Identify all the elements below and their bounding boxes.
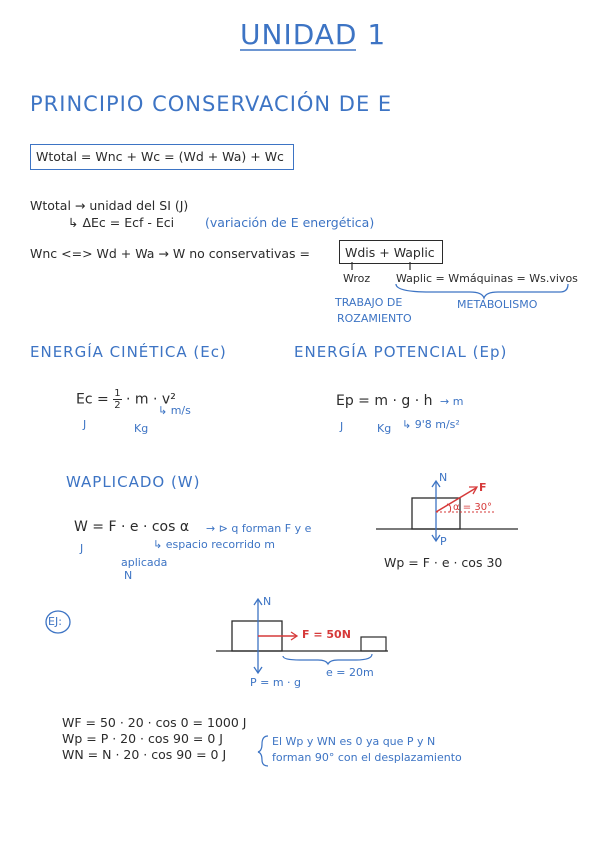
potential-unit-j: J bbox=[340, 420, 344, 433]
example-diagram-e: e = 20m bbox=[326, 666, 374, 679]
example-diagram-n: N bbox=[263, 595, 272, 608]
example-distance-brace bbox=[283, 654, 372, 664]
kinetic-unit-kg: Kg bbox=[134, 422, 149, 435]
potential-formula: Ep = m · g · h bbox=[336, 393, 433, 409]
applied-formula: W = F · e · cos α bbox=[74, 519, 190, 535]
trabajo-rozamiento-line1: TRABAJO DE bbox=[335, 296, 403, 309]
kinetic-rhs: · m · v² bbox=[126, 391, 176, 408]
applied-f-note: aplicada bbox=[121, 556, 168, 569]
applied-diagram-f: F bbox=[479, 481, 487, 494]
potential-unit-kg: Kg bbox=[377, 422, 392, 435]
kinetic-unit-v: ↳ m/s bbox=[158, 404, 191, 417]
potential-heading: ENERGÍA POTENCIAL (Ep) bbox=[294, 343, 508, 361]
kinetic-frac-den: 2 bbox=[114, 400, 121, 411]
wroz-label: Wroz bbox=[343, 272, 371, 285]
applied-heading: WAPLICADO (W) bbox=[66, 473, 201, 491]
applied-e-note: ↳ espacio recorrido m bbox=[153, 538, 275, 551]
applied-wp-formula: Wp = F · e · cos 30 bbox=[384, 555, 503, 570]
section-heading-conservacion: PRINCIPIO CONSERVACIÓN DE E bbox=[30, 92, 393, 116]
wtotal-units-line: Wtotal → unidad del SI (J) bbox=[30, 198, 189, 213]
kinetic-unit-j: J bbox=[83, 418, 87, 431]
kinetic-heading: ENERGÍA CINÉTICA (Ec) bbox=[30, 343, 227, 361]
applied-unit-j: J bbox=[80, 542, 84, 555]
applied-diagram bbox=[376, 481, 518, 541]
applied-alpha-note: → ⊳ q forman F y e bbox=[206, 522, 312, 535]
waplic-equation: Waplic = Wmáquinas = Ws.vivos bbox=[396, 272, 578, 285]
example-line-wf: WF = 50 · 20 · cos 0 = 1000 J bbox=[62, 715, 247, 730]
trabajo-rozamiento-line2: ROZAMIENTO bbox=[337, 312, 412, 325]
kinetic-frac-num: 1 bbox=[114, 388, 121, 399]
example-label: EJ: bbox=[48, 615, 62, 628]
applied-diagram-angle: α = 30° bbox=[453, 502, 493, 513]
boxed-formula: Wtotal = Wnc + Wc = (Wd + Wa) + Wc bbox=[36, 149, 284, 164]
wnc-box-text: Wdis + Waplic bbox=[345, 245, 435, 260]
delta-ec-note: (variación de E energética) bbox=[205, 215, 375, 230]
example-block-moved bbox=[361, 637, 386, 651]
metabolismo-brace bbox=[396, 284, 568, 298]
example-diagram-p: P = m · g bbox=[250, 676, 302, 689]
example-line-wn: WN = N · 20 · cos 90 = 0 J bbox=[62, 747, 227, 762]
applied-diagram-n: N bbox=[439, 471, 448, 484]
potential-unit-g: ↳ 9'8 m/s² bbox=[402, 418, 460, 431]
applied-diagram-p: P bbox=[440, 535, 447, 548]
example-line-wp: Wp = P · 20 · cos 90 = 0 J bbox=[62, 731, 223, 746]
wnc-line: Wnc <=> Wd + Wa → W no conservativas = bbox=[30, 246, 310, 261]
applied-f-unit: N bbox=[124, 569, 133, 582]
kinetic-lhs: Ec = bbox=[76, 391, 109, 408]
potential-h-unit: → m bbox=[440, 395, 464, 408]
metabolismo-label: METABOLISMO bbox=[457, 298, 538, 311]
example-note-brace bbox=[258, 736, 268, 766]
page-title: UNIDAD 1 bbox=[240, 18, 387, 51]
example-note-line2: forman 90° con el desplazamiento bbox=[272, 751, 462, 764]
delta-ec-line: ↳ ΔEc = Ecf - Eci bbox=[68, 215, 175, 230]
example-note-line1: El Wp y WN es 0 ya que P y N bbox=[272, 735, 436, 748]
kinetic-fraction bbox=[113, 388, 121, 411]
example-diagram-f: F = 50N bbox=[302, 628, 351, 641]
